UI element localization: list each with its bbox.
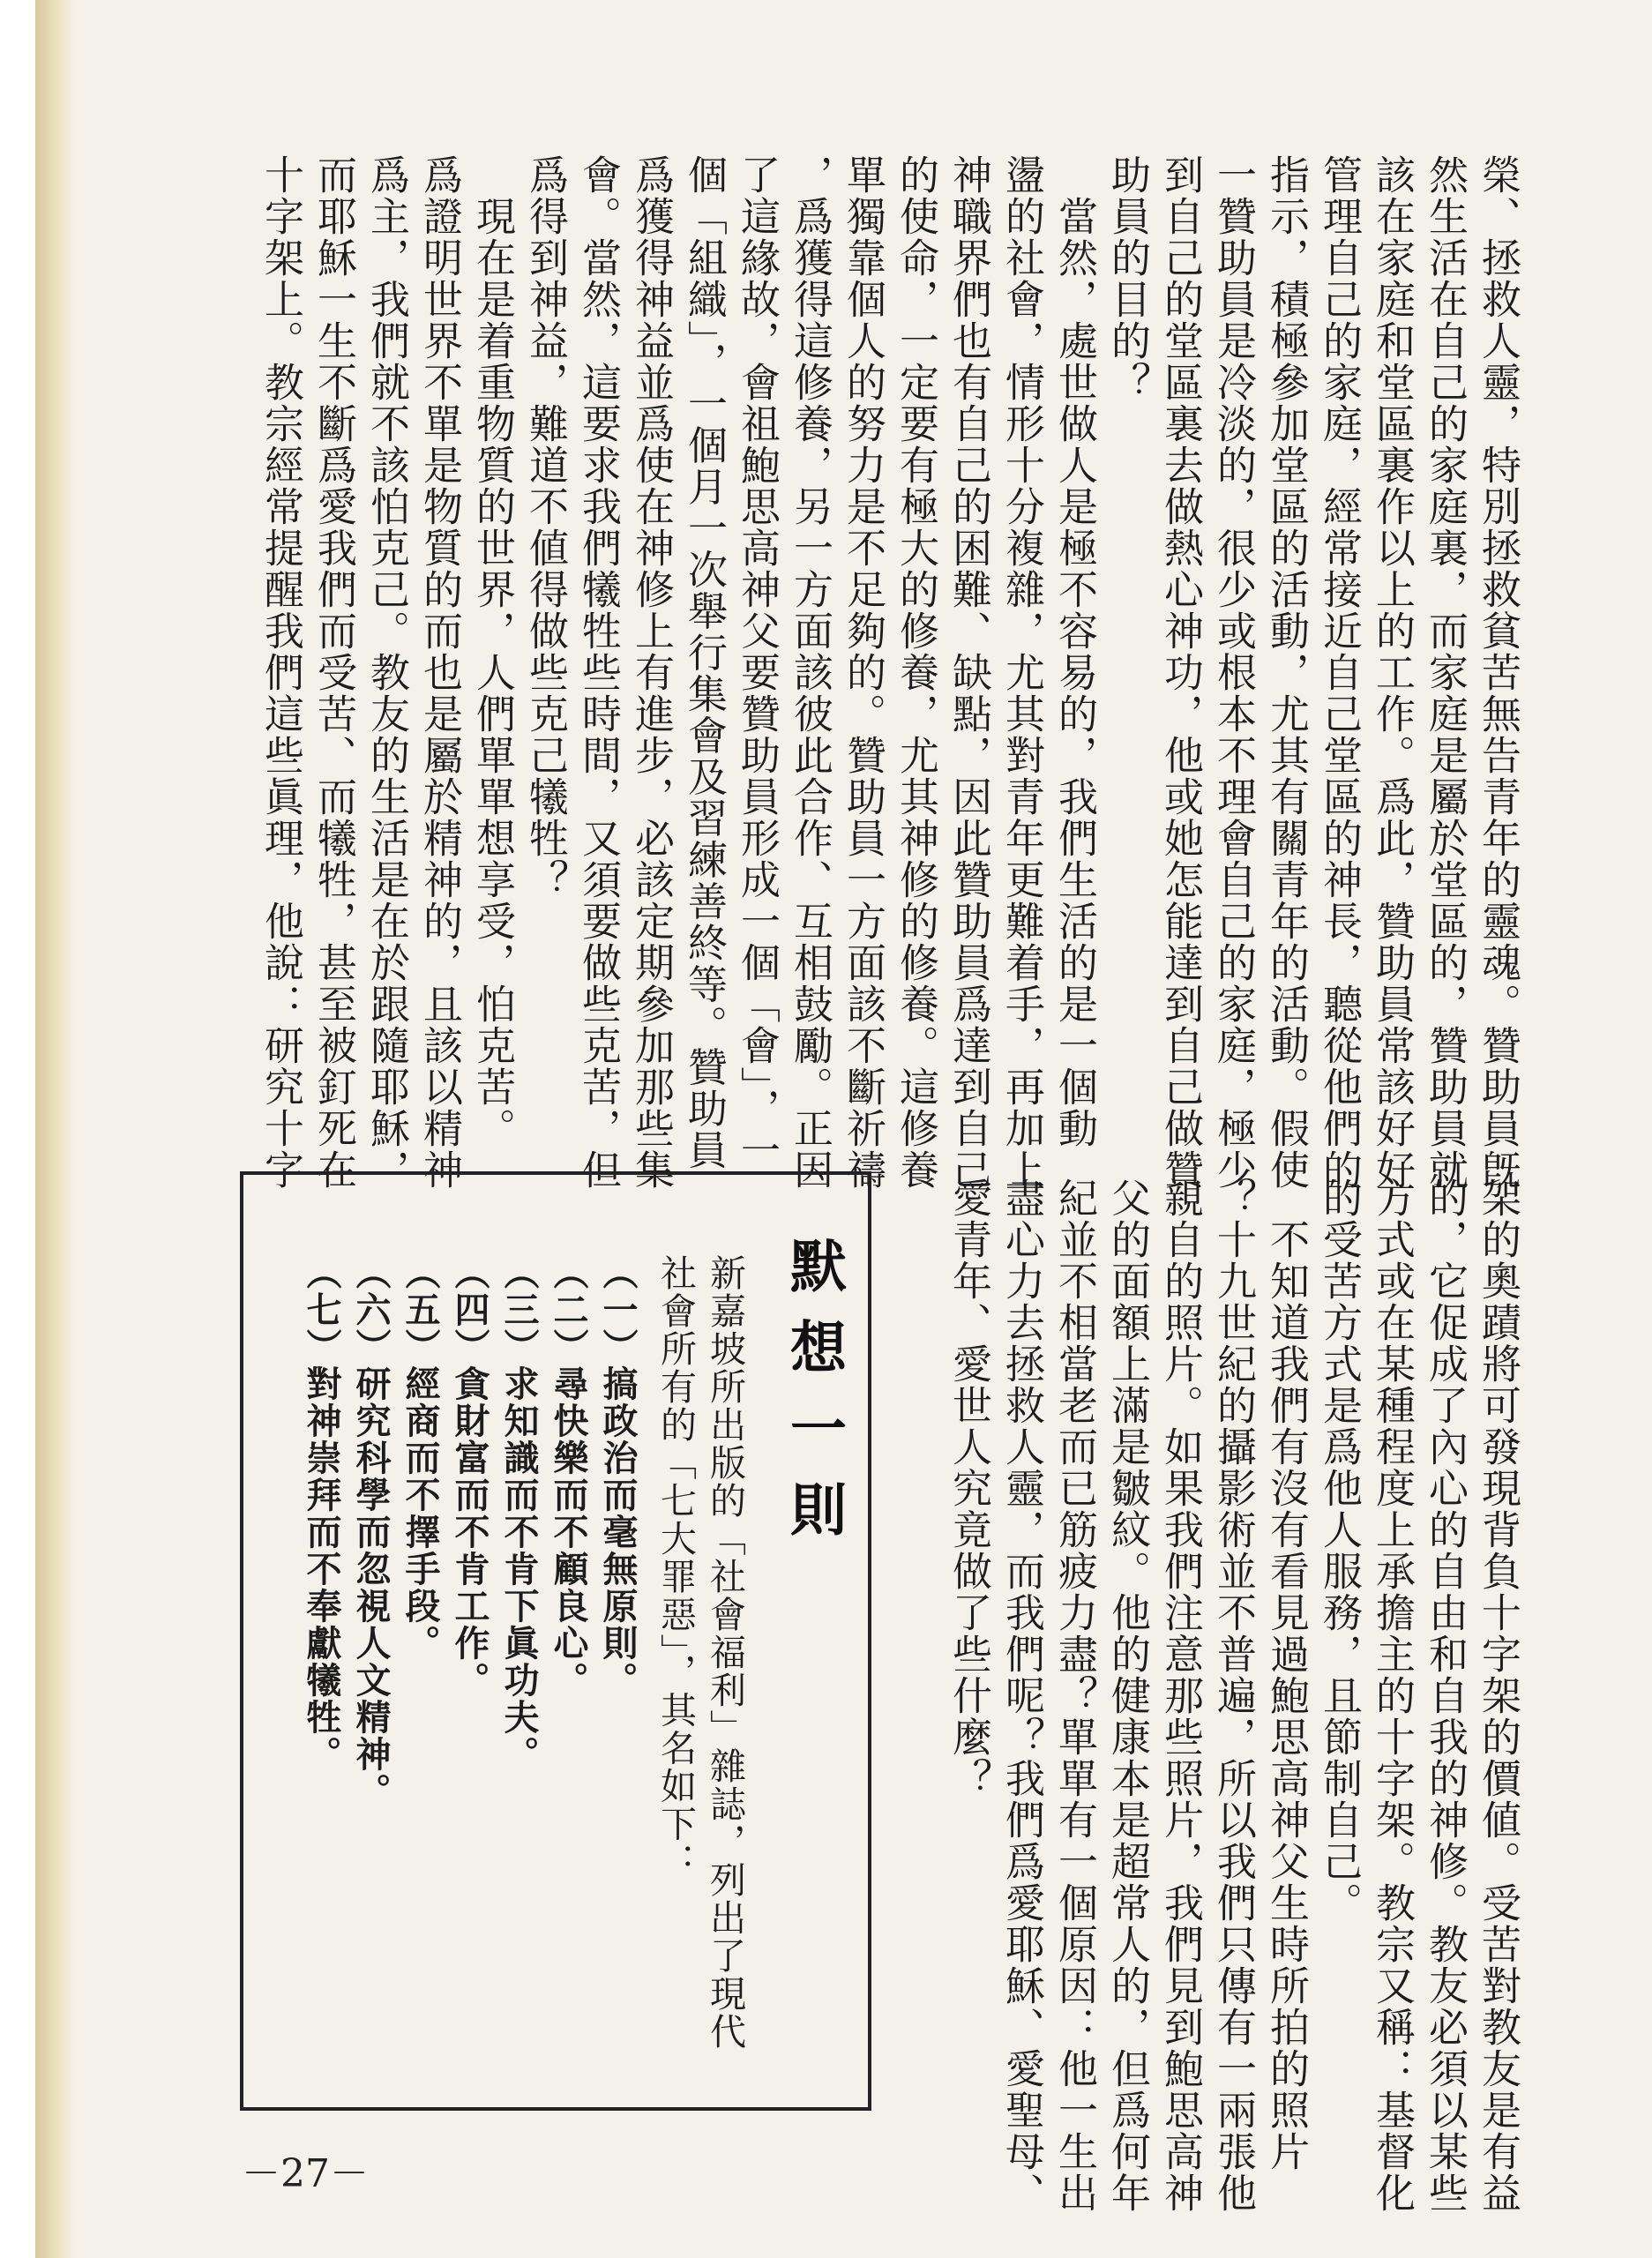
- text-column: 盪的社會，情形十分複雜，尤其對青年更難着手，再加上: [998, 154, 1045, 1191]
- text-column: 爲主，我們就不該怕克己。教友的生活是在於跟隨耶穌，: [363, 154, 410, 1191]
- text-column: 而耶穌一生不斷爲愛我們而受苦、而犧牲，甚至被釘死在: [310, 154, 357, 1191]
- text-column: 神職界們也有自己的困難、缺點，因此贊助員爲達到自己: [946, 154, 992, 1191]
- box-list-item: （三）求知識而不肯下眞功夫。: [498, 1254, 539, 1773]
- text-column: 助員的目的？: [1104, 154, 1151, 403]
- box-list-item: （六）研究科學而忽視人文精神。: [350, 1254, 391, 1810]
- box-list-item: （七）對神崇拜而不奉獻犧牲。: [301, 1254, 341, 1773]
- text-column: 的使命，一定要有極大的修養，尤其神修的修養。這修養: [893, 154, 939, 1191]
- binding-shadow: [35, 0, 76, 2258]
- text-column: 方式或在某種程度上承擔主的十字架。教宗又稱：基督化: [1369, 1178, 1416, 2214]
- text-column: 該在家庭和堂區裏作以上的工作。爲此，贊助員常該好好: [1369, 154, 1416, 1191]
- text-column: 親自的照片。如果我們注意那些照片，我們見到鮑思高神: [1157, 1178, 1204, 2214]
- meditation-box: [240, 1171, 871, 2111]
- box-intro-line: 新嘉坡所出版的「社會福利」雜誌，列出了現代: [704, 1254, 746, 2051]
- text-column: 愛青年、愛世人究竟做了些什麼？: [946, 1178, 992, 1799]
- text-column: 父的面額上滿是皺紋。他的健康本是超常人的，但爲何年: [1104, 1178, 1151, 2214]
- text-column: 到自己的堂區裏去做熱心神功，他或她怎能達到自己做贊: [1157, 154, 1204, 1191]
- text-column: 十字架上。教宗經常提醒我們這些眞理，他說：研究十字: [258, 154, 304, 1191]
- box-list-item: （四）貪財富而不肯工作。: [449, 1254, 490, 1699]
- text-column: 紀並不相當老而已筋疲力盡？單單有一個原因：他一生出: [1051, 1178, 1098, 2214]
- box-list-item: （一）搞政治而毫無原則。: [597, 1254, 638, 1699]
- text-column: 然生活在自己的家庭裏，而家庭是屬於堂區的，贊助員就: [1422, 154, 1469, 1191]
- box-title: 默想一則: [781, 1237, 846, 1561]
- text-column: 爲得到神益，難道不値得做些克己犧牲？: [522, 154, 569, 901]
- text-column: 的，它促成了內心的自由和自我的神修。教友必須以某些: [1422, 1178, 1469, 2214]
- text-column: 會。當然，這要求我們犧牲些時間，又須要做些克苦，但: [575, 154, 622, 1191]
- box-intro-line: 社會所有的「七大罪惡」，其名如下：: [654, 1254, 697, 1881]
- text-column: ？十九世紀的攝影術並不普遍，所以我們只傳有一兩張他: [1210, 1178, 1257, 2214]
- text-column: 管理自己的家庭，經常接近自己堂區的神長，聽從他們的: [1316, 154, 1363, 1191]
- text-column: 當然，處世做人是極不容易的，我們生活的是一個動: [1051, 154, 1098, 1149]
- text-column: 榮、拯救人靈，特別拯救貧苦無告青年的靈魂。贊助員旣: [1475, 154, 1521, 1191]
- text-column: 了這緣故，會祖鮑思高神父要贊助員形成一個「會」，一: [734, 154, 781, 1171]
- text-column: 不知道我們有沒有看見過鮑思高神父生時所拍的照片: [1263, 1178, 1310, 2172]
- text-column: 單獨靠個人的努力是不足夠的。贊助員一方面該不斷祈禱: [840, 154, 886, 1191]
- text-column: 個「組織」，一個月一次舉行集會及習練善終等。贊助員: [681, 154, 728, 1171]
- text-column: 爲獲得神益並爲使在神修上有進步，必該定期參加那些集: [628, 154, 675, 1191]
- box-list-item: （五）經商而不擇手段。: [400, 1254, 440, 1662]
- box-list-item: （二）尋快樂而不顧良心。: [548, 1254, 588, 1699]
- text-column: 指示，積極參加堂區的活動，尤其有關青年的活動。假使: [1263, 154, 1310, 1191]
- page-number: －27－: [242, 2151, 369, 2196]
- text-column: 的受苦方式是爲他人服務，且節制自己。: [1316, 1178, 1363, 1924]
- text-column: 一贊助員是冷淡的，很少或根本不理會自己的家庭，極少: [1210, 154, 1257, 1191]
- text-column: 架的奧蹟將可發現背負十字架的價値。受苦對教友是有益: [1475, 1178, 1521, 2214]
- text-column: ，爲獲得這修養，另一方面該彼此合作、互相鼓勵。正因: [787, 154, 833, 1191]
- text-column: 爲證明世界不單是物質的而也是屬於精神的，且該以精神: [416, 154, 463, 1191]
- text-column: 現在是着重物質的世界，人們單單想享受，怕克苦。: [469, 154, 516, 1149]
- text-column: 盡心力去拯救人靈，而我們呢？我們爲愛耶穌、愛聖母、: [998, 1178, 1045, 2214]
